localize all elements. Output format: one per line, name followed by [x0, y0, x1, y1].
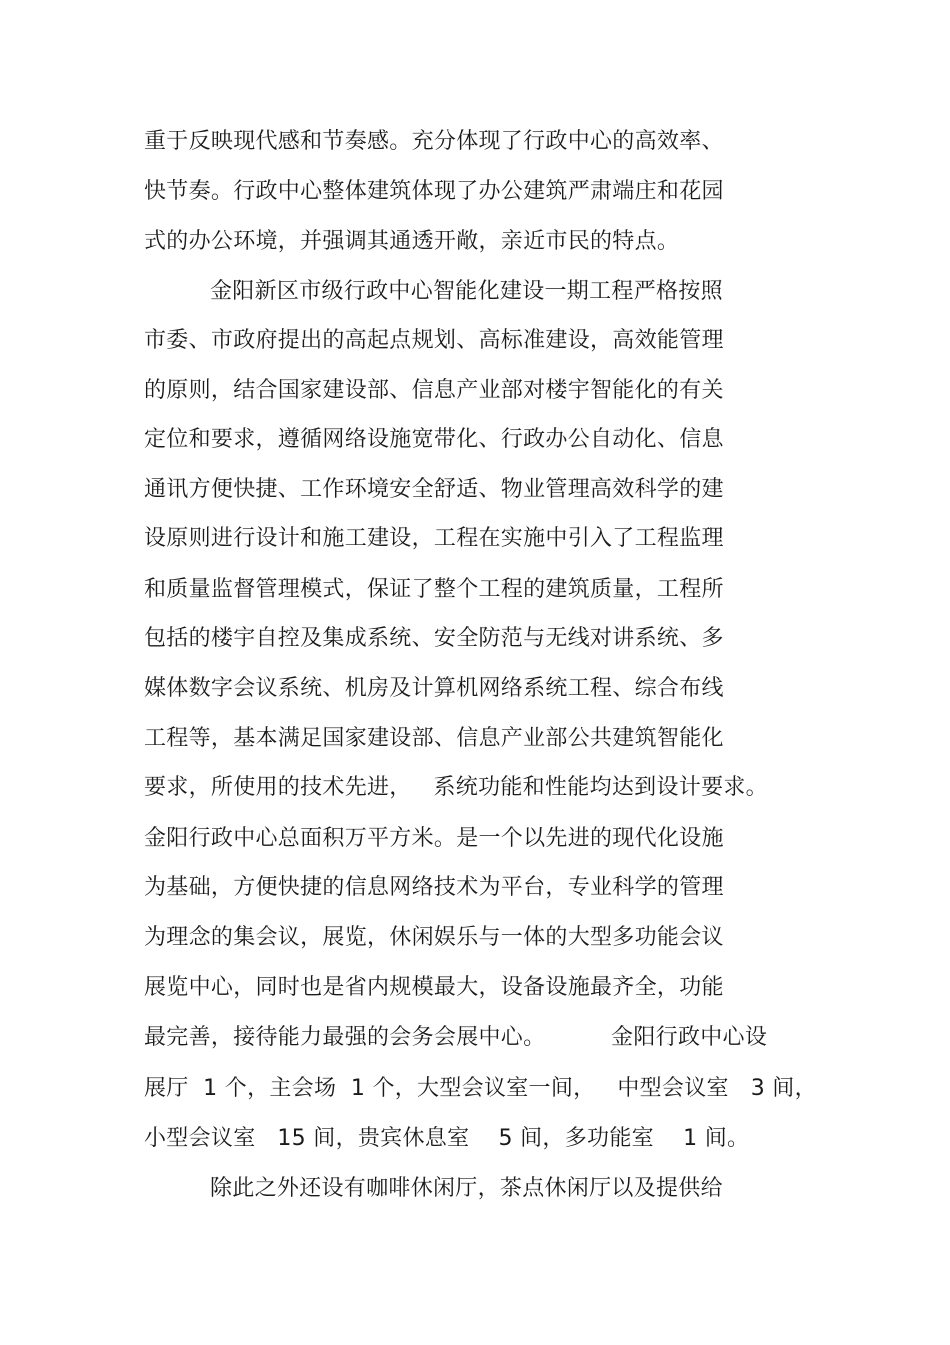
- paragraph-line: 金阳新区市级行政中心智能化建设一期工程严格按照: [210, 279, 723, 304]
- paragraph-line: 小型会议室 15 间，贵宾休息室 5 间，多功能室 1 间。: [144, 1126, 750, 1151]
- paragraph-line: 为基础，方便快捷的信息网络技术为平台，专业科学的管理: [144, 875, 724, 900]
- paragraph-line: 包括的楼宇自控及集成系统、安全防范与无线对讲系统、多: [144, 626, 724, 651]
- paragraph-line: 和质量监督管理模式，保证了整个工程的建筑质量，工程所: [144, 577, 724, 602]
- paragraph-line: 定位和要求，遵循网络设施宽带化、行政办公自动化、信息: [144, 427, 724, 452]
- paragraph-line: 最完善，接待能力最强的会务会展中心。 金阳行政中心设: [144, 1025, 768, 1050]
- paragraph-line: 设原则进行设计和施工建设，工程在实施中引入了工程监理: [144, 526, 724, 551]
- paragraph-line: 工程等，基本满足国家建设部、信息产业部公共建筑智能化: [144, 726, 724, 751]
- paragraph-line: 通讯方便快捷、工作环境安全舒适、物业管理高效科学的建: [144, 477, 724, 502]
- paragraph-line: 的原则，结合国家建设部、信息产业部对楼宇智能化的有关: [144, 378, 724, 403]
- paragraph-line: 市委、市政府提出的高起点规划、高标准建设，高效能管理: [144, 328, 724, 353]
- paragraph-line: 金阳行政中心总面积万平方米。是一个以先进的现代化设施: [144, 826, 724, 851]
- paragraph-line: 为理念的集会议，展览，休闲娱乐与一体的大型多功能会议: [144, 925, 724, 950]
- paragraph-line: 重于反映现代感和节奏感。充分体现了行政中心的高效率、: [144, 129, 724, 154]
- paragraph-line: 要求，所使用的技术先进， 系统功能和性能均达到设计要求。: [144, 775, 768, 800]
- paragraph-line: 展厅 1 个，主会场 1 个，大型会议室一间， 中型会议室 3 间，: [144, 1076, 817, 1101]
- paragraph-line: 媒体数字会议系统、机房及计算机网络系统工程、综合布线: [144, 676, 724, 701]
- paragraph-line: 展览中心，同时也是省内规模最大，设备设施最齐全，功能: [144, 975, 724, 1000]
- paragraph-line: 快节奏。行政中心整体建筑体现了办公建筑严肃端庄和花园: [144, 179, 724, 204]
- paragraph-line: 除此之外还设有咖啡休闲厅，茶点休闲厅以及提供给: [210, 1176, 723, 1201]
- paragraph-line: 式的办公环境，并强调其通透开敞，亲近市民的特点。: [144, 229, 680, 254]
